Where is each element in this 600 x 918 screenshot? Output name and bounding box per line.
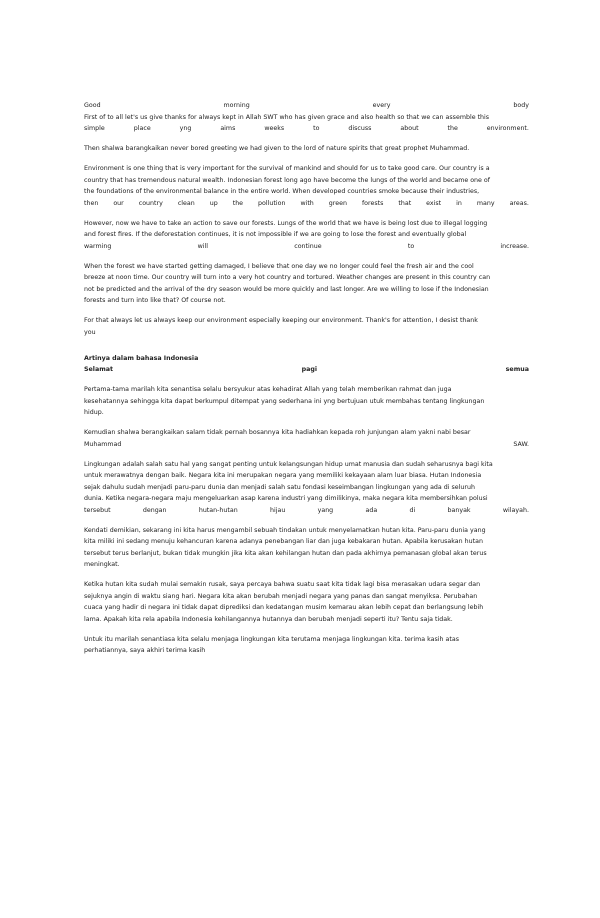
- text-line: breeze at noon time. Our country will turn into a very hot country and tortured. Weather changes are present in this country can: [84, 274, 491, 281]
- indonesian-paragraph-6: [84, 634, 529, 657]
- word: in: [456, 199, 462, 207]
- word: forests: [361, 199, 384, 207]
- indonesian-paragraph-5: [84, 579, 529, 625]
- text-line: meningkat.: [84, 561, 120, 568]
- word: SAW.: [513, 440, 529, 448]
- word: the: [447, 125, 458, 132]
- word: semua: [505, 366, 529, 373]
- text-line: For that always let us always keep our environment especially keeping our environment. Thank's for attention, I desist thank: [84, 317, 478, 324]
- english-paragraph-2: [84, 143, 529, 155]
- text-line: Then shalwa barangkaikan never bored greeting we had given to the lord of nature spirits that great prophet Muhammad.: [84, 145, 470, 152]
- text-line: country that has tremendous natural wealth. Indonesian forest long ago have become the lungs of the world and became one of: [84, 176, 490, 184]
- text-line: dunia. Ketika negara-negara maju mengeluarkan asap karena industri yang dimilikinya, maka negara kita membersihkan polusi: [84, 495, 488, 502]
- justified-line: [84, 123, 529, 135]
- english-paragraph-5: [84, 261, 529, 307]
- text-line: not be predicted and the arrival of the dry season would be more quickly and last longer. Are we willing to lose if the Indonesian: [84, 285, 489, 293]
- word: clean: [177, 199, 195, 207]
- text-line: tersebut terus berlanjut, bukan tidak mungkin jika kita akan kehilangan hutan dan pada akhirnya pemanasan global akan terus: [84, 549, 487, 557]
- word: many: [476, 199, 495, 207]
- word: every: [372, 102, 391, 109]
- text-line: Environment is one thing that is very important for the survival of mankind and should for us to take good care. Our country is a: [84, 165, 490, 172]
- word: banyak: [447, 506, 471, 514]
- text-line: cuaca yang hadir di negara ini tidak dapat diprediksi dan kedatangan musim kemarau akan lebih cepat dan berlangsung lebih: [84, 604, 484, 611]
- word: to: [407, 242, 415, 250]
- word: to: [313, 125, 320, 132]
- word: hutan-hutan: [198, 506, 238, 514]
- word: di: [409, 506, 416, 514]
- english-paragraph-3: [84, 163, 529, 209]
- word: continue: [294, 242, 322, 250]
- text-line: kesehatannya sehingga kita dapat berkumpul ditempat yang sederhana ini yng bertujuan utuk membahas tentang lingkungan: [84, 397, 485, 405]
- word: environment.: [486, 125, 529, 132]
- word: pagi: [301, 366, 318, 373]
- text-line: Kendati demikian, sekarang ini kita harus mengambil sebuah tindakan untuk menyelamatkan hutan kita. Paru-paru dunia yang: [84, 526, 486, 534]
- justified-line: [84, 439, 529, 451]
- word: tersebut: [84, 506, 111, 514]
- word: simple: [84, 125, 105, 132]
- word: our: [113, 199, 124, 207]
- text-line: and forest fires. If the deforestation continues, it is not impossible if we are going to lose the forest and eventually global: [84, 231, 467, 238]
- text-line: Untuk itu marilah senantiasa kita selalu menjaga lingkungan kita terutama menjaga lingkungan kita. terima kasih atas: [84, 635, 460, 643]
- text-line: hidup.: [84, 409, 104, 416]
- word: increase.: [500, 242, 529, 250]
- word: up: [209, 199, 218, 207]
- word: aims: [220, 125, 236, 132]
- word: exist: [426, 199, 442, 207]
- text-line: When the forest we have started getting damaged, I believe that one day we no longer could feel the fresh air and the cool: [84, 262, 474, 270]
- justified-line: [84, 505, 529, 517]
- text-line: First of to all let's us give thanks for always kept in Allah SWT who has given grace and also health so that we can assemble this: [84, 113, 490, 121]
- word: with: [300, 199, 314, 207]
- word: hijau: [269, 506, 286, 514]
- indonesian-paragraph-4: [84, 525, 529, 571]
- word: Muhammad: [84, 440, 122, 448]
- word: yang: [317, 506, 334, 514]
- english-paragraph-6: [84, 315, 529, 338]
- text-line: untuk merawatnya dengan baik. Negara kita ini merupakan negara yang memiliki kekayaan alam luar biasa. Hutan Indonesia: [84, 472, 482, 479]
- text-line: Lingkungan adalah salah satu hal yang sangat penting untuk kelangsungan hidup umat manusia dan sudah seharusnya bagi kita: [84, 460, 493, 468]
- word: will: [197, 242, 208, 250]
- text-line: Ketika hutan kita sudah mulai semakin rusak, saya percaya bahwa suatu saat kita tidak lagi bisa merasakan udara segar dan: [84, 581, 481, 588]
- word: dengan: [142, 506, 167, 514]
- word: place: [133, 125, 151, 132]
- word: that: [398, 199, 412, 207]
- word: warming: [84, 242, 112, 250]
- text-line: Kemudian shalwa berangkaikan salam tidak pernah bosannya kita hadiahkan kepada roh junjungan alam yakni nabi besar: [84, 429, 471, 436]
- text-line: sejuknya angin di waktu siang hari. Negara kita akan berubah menjadi negara yang panas dan sangat menyiksa. Perubahan: [84, 592, 478, 600]
- text-line: perhatiannya, saya akhiri terima kasih: [84, 647, 206, 654]
- word: then: [84, 199, 99, 207]
- text-line: However, now we have to take an action to save our forests. Lungs of the world that we have is being lost due to illegal logging: [84, 219, 488, 227]
- greeting-line: [84, 100, 529, 112]
- word: country: [138, 199, 163, 207]
- justified-line: [84, 198, 529, 210]
- word: green: [328, 199, 347, 207]
- word: weeks: [264, 125, 285, 132]
- word: yng: [179, 125, 192, 132]
- word: body: [513, 102, 529, 109]
- word: wilayah.: [502, 506, 529, 514]
- indonesian-paragraph-3: [84, 459, 529, 517]
- text-line: kita miliki ini sedang menuju kehancuran karena adanya penebangan liar dan juga kebakaran hutan. Apabila kerusakan hutan: [84, 538, 483, 545]
- greeting-line: [84, 364, 529, 376]
- text-line: Pertama-tama marilah kita senantisa selalu bersyukur atas kehadirat Allah yang telah memberikan rahmat dan juga: [84, 386, 452, 393]
- english-paragraph-4: [84, 218, 529, 253]
- text-line: you: [84, 328, 96, 336]
- word: pollution: [258, 199, 286, 207]
- word: morning: [223, 102, 250, 109]
- document-page: [84, 100, 529, 665]
- text-line: the foundations of the environmental balance in the entire world. When developed countries smoke because their industries,: [84, 188, 480, 195]
- word: ada: [365, 506, 378, 514]
- text-line: lama. Apakah kita rela apabila Indonesia kehilangannya hutannya dan berubah menjadi seperti itu? Tentu saja tidak.: [84, 615, 453, 623]
- indonesian-paragraph-1: [84, 384, 529, 419]
- indonesian-greeting-paragraph: [84, 353, 529, 376]
- text-line: forests and turn into like that? Of course not.: [84, 297, 226, 304]
- section-heading: Artinya dalam bahasa Indonesia: [84, 354, 199, 362]
- word: Selamat: [84, 366, 114, 373]
- word: Good: [84, 102, 101, 109]
- english-greeting-paragraph: [84, 100, 529, 135]
- indonesian-paragraph-2: [84, 427, 529, 450]
- text-line: sejak dahulu sudah menjadi paru-paru dunia dan menjadi salah satu fondasi keseimbangan lingkungan yang ada di seluruh: [84, 483, 475, 491]
- word: about: [400, 125, 419, 132]
- word: areas.: [509, 199, 529, 207]
- justified-line: [84, 241, 529, 253]
- word: the: [232, 199, 244, 207]
- word: discuss: [348, 125, 372, 132]
